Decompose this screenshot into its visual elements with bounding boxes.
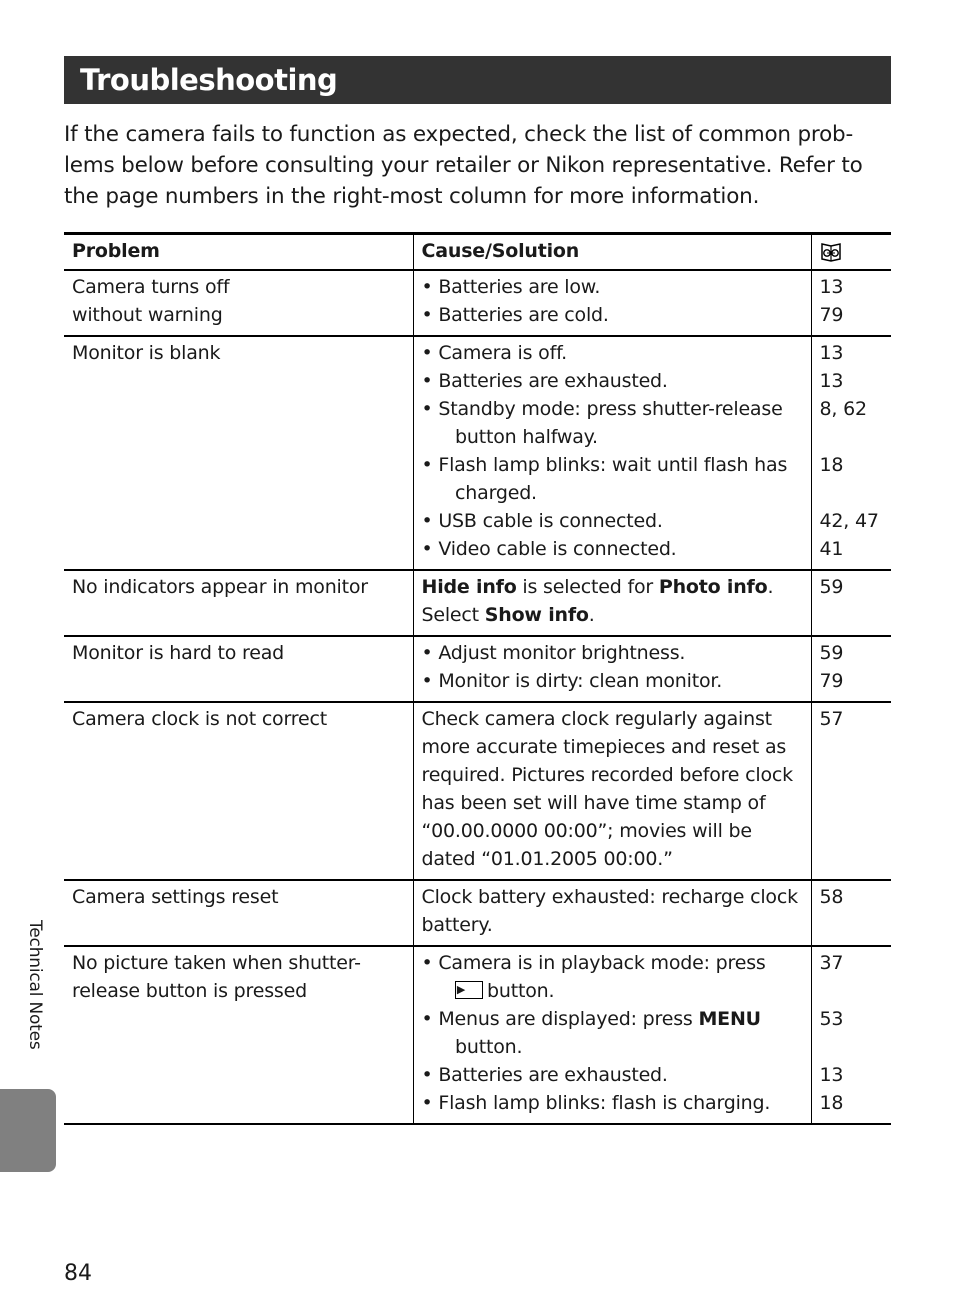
table-row [64,270,891,336]
cause-line: required. Pictures recorded before clock [421,764,793,786]
cause-text: is selected for [516,576,659,598]
cause-line: “00.00.0000 00:00”; movies will be [421,820,752,842]
cause-item: • Flash lamp blinks: flash is charging. [421,1092,771,1114]
page-spacer [820,423,884,451]
page-ref: 41 [819,538,844,560]
problem-cell [64,270,413,336]
cause-line: battery. [421,914,493,936]
page-ref: 59 [819,576,844,598]
page-cell [811,702,891,880]
cause-item [422,1005,803,1061]
cause-line: Check camera clock regularly against [421,708,772,730]
page-number: 84 [64,1261,92,1286]
page-spacer [820,977,884,1005]
intro-paragraph [64,119,891,212]
header-cause-solution: Cause/Solution [413,234,811,271]
cause-cell [413,702,811,880]
page-cell [811,946,891,1124]
problem-cell [64,880,413,946]
cause-text: charged. [455,482,537,504]
page-ref: 59 [819,642,844,664]
problem-text: Monitor is hard to read [72,642,285,664]
cause-cell [413,270,811,336]
problem-text: Monitor is blank [72,342,221,364]
cause-item: • Video cable is connected. [421,538,677,560]
table-row [64,336,891,570]
table-row [64,702,891,880]
problem-cell [64,336,413,570]
header-problem: Problem [72,240,160,262]
problem-text: No picture taken when shutter- [72,952,361,974]
page-cell [811,570,891,636]
page-ref: 13 [819,370,844,392]
cause-line: more accurate timepieces and reset as [421,736,787,758]
troubleshooting-table [64,232,891,1125]
cause-cell [413,880,811,946]
section-label-text: Technical Notes [25,920,45,1050]
page-ref: 13 [819,276,844,298]
cause-item: • Batteries are low. [421,276,601,298]
problem-text: Camera turns off [72,276,230,298]
cause-cell [413,336,811,570]
page-ref: 37 [819,952,844,974]
cause-line [422,601,803,629]
cause-text: . [767,576,774,598]
section-side-label [22,920,50,1080]
page-ref: 53 [819,1008,844,1030]
intro-line: the page numbers in the right-most column for more information. [64,184,760,209]
cause-text: Select [421,604,485,626]
cause-cell [413,946,811,1124]
page-cell [811,880,891,946]
page-ref: 13 [819,342,844,364]
problem-text: Camera clock is not correct [72,708,327,730]
table-row [64,946,891,1124]
page-ref: 57 [819,708,844,730]
cause-line [422,573,803,601]
cause-item [422,949,803,1005]
page-reference-icon [820,241,842,263]
photo-info-label: Photo info [658,576,768,598]
page-cell [811,636,891,702]
page-cell [811,336,891,570]
cause-item [422,395,803,451]
page-ref: 8, 62 [819,398,867,420]
intro-line: If the camera fails to function as expected, check the list of common prob- [64,122,854,147]
title-bar [64,56,891,104]
page-ref: 18 [819,1092,844,1114]
menu-button-label: MENU [698,1008,761,1030]
cause-cell [413,636,811,702]
cause-text: • Standby mode: press shutter-release [421,398,783,420]
header-page-reference [811,234,891,271]
table-row [64,880,891,946]
cause-text: • Menus are displayed: press [421,1008,699,1030]
cause-line: Clock battery exhausted: recharge clock [421,886,798,908]
problem-cell [64,946,413,1124]
page-ref: 79 [819,304,844,326]
problem-text: Camera settings reset [72,886,279,908]
cause-text: . [588,604,595,626]
page-spacer [820,479,884,507]
page-ref: 18 [819,454,844,476]
page-ref: 13 [819,1064,844,1086]
cause-text: • Flash lamp blinks: wait until flash has [421,454,788,476]
cause-item: • Adjust monitor brightness. [421,642,686,664]
cause-text: button. [455,1036,523,1058]
cause-text: • Camera is in playback mode: press [421,952,766,974]
hide-info-label: Hide info [421,576,517,598]
section-tab [0,1089,56,1172]
problem-cell [64,570,413,636]
cause-item [422,451,803,507]
cause-line: dated “01.01.2005 00:00.” [421,848,673,870]
problem-cell [64,636,413,702]
page-ref: 42, 47 [819,510,879,532]
intro-line: lems below before consulting your retailer or Nikon representative. Refer to [64,153,863,178]
page-cell [811,270,891,336]
page-ref: 58 [819,886,844,908]
table-row [64,570,891,636]
table-row [64,636,891,702]
cause-cell [413,570,811,636]
table-header-row [64,234,891,271]
problem-text: release button is pressed [72,980,307,1002]
show-info-label: Show info [484,604,589,626]
cause-item: • Batteries are exhausted. [421,370,668,392]
page-title: Troubleshooting [80,63,338,97]
problem-cell [64,702,413,880]
play-button-icon: ▶ [455,981,483,999]
cause-item: • Batteries are exhausted. [421,1064,668,1086]
cause-text: button. [487,980,555,1002]
problem-text: No indicators appear in monitor [72,576,368,598]
page-spacer [820,1033,884,1061]
problem-text: without warning [72,304,223,326]
page-ref: 79 [819,670,844,692]
cause-item: • Batteries are cold. [421,304,609,326]
cause-item: • Monitor is dirty: clean monitor. [421,670,723,692]
cause-line: has been set will have time stamp of [421,792,766,814]
cause-item: • Camera is off. [421,342,568,364]
cause-item: • USB cable is connected. [421,510,663,532]
cause-text: button halfway. [455,426,598,448]
